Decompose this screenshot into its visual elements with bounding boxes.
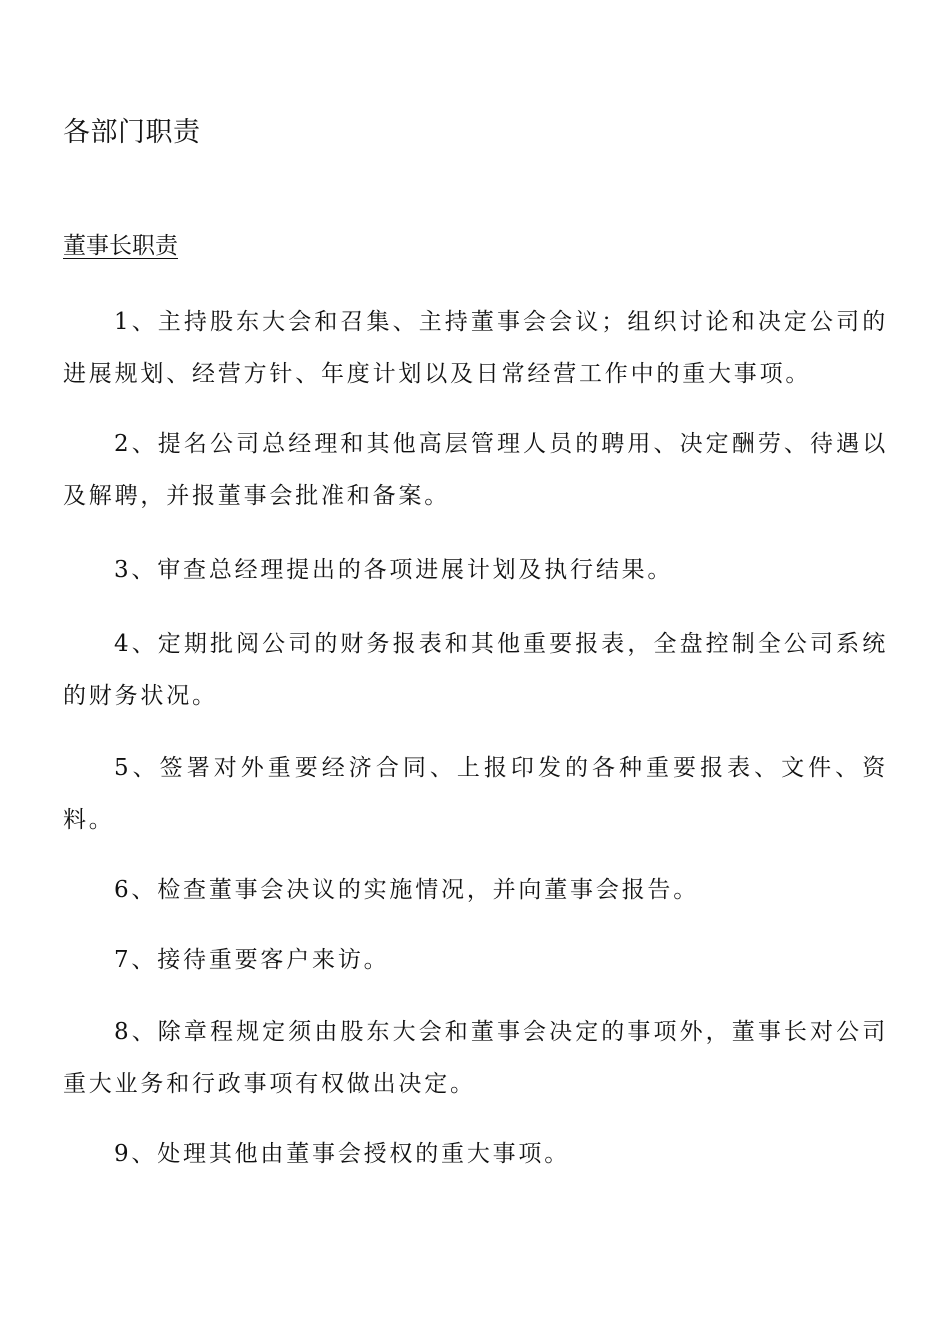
duty-item-4: 4、定期批阅公司的财务报表和其他重要报表，全盘控制全公司系统的财务状况。 <box>63 631 888 709</box>
duty-item-9: 9、处理其他由董事会授权的重大事项。 <box>114 1141 571 1167</box>
duty-item-2: 2、提名公司总经理和其他高层管理人员的聘用、决定酬劳、待遇以及解聘，并报董事会批准和备案。 <box>63 431 888 509</box>
duty-item-3: 3、审查总经理提出的各项进展计划及执行结果。 <box>114 557 674 583</box>
document-title: 各部门职责 <box>63 117 201 148</box>
section-heading: 董事长职责 <box>63 233 178 259</box>
duty-item-5: 5、签署对外重要经济合同、上报印发的各种重要报表、文件、资料。 <box>63 755 888 833</box>
duty-item-8: 8、除章程规定须由股东大会和董事会决定的事项外，董事长对公司重大业务和行政事项有权做出决定。 <box>63 1019 888 1097</box>
duty-item-6: 6、检查董事会决议的实施情况，并向董事会报告。 <box>114 877 700 903</box>
duty-item-1: 1、主持股东大会和召集、主持董事会会议；组织讨论和决定公司的进展规划、经营方针、年度计划以及日常经营工作中的重大事项。 <box>63 309 888 387</box>
duty-item-7: 7、接待重要客户来访。 <box>114 947 390 973</box>
